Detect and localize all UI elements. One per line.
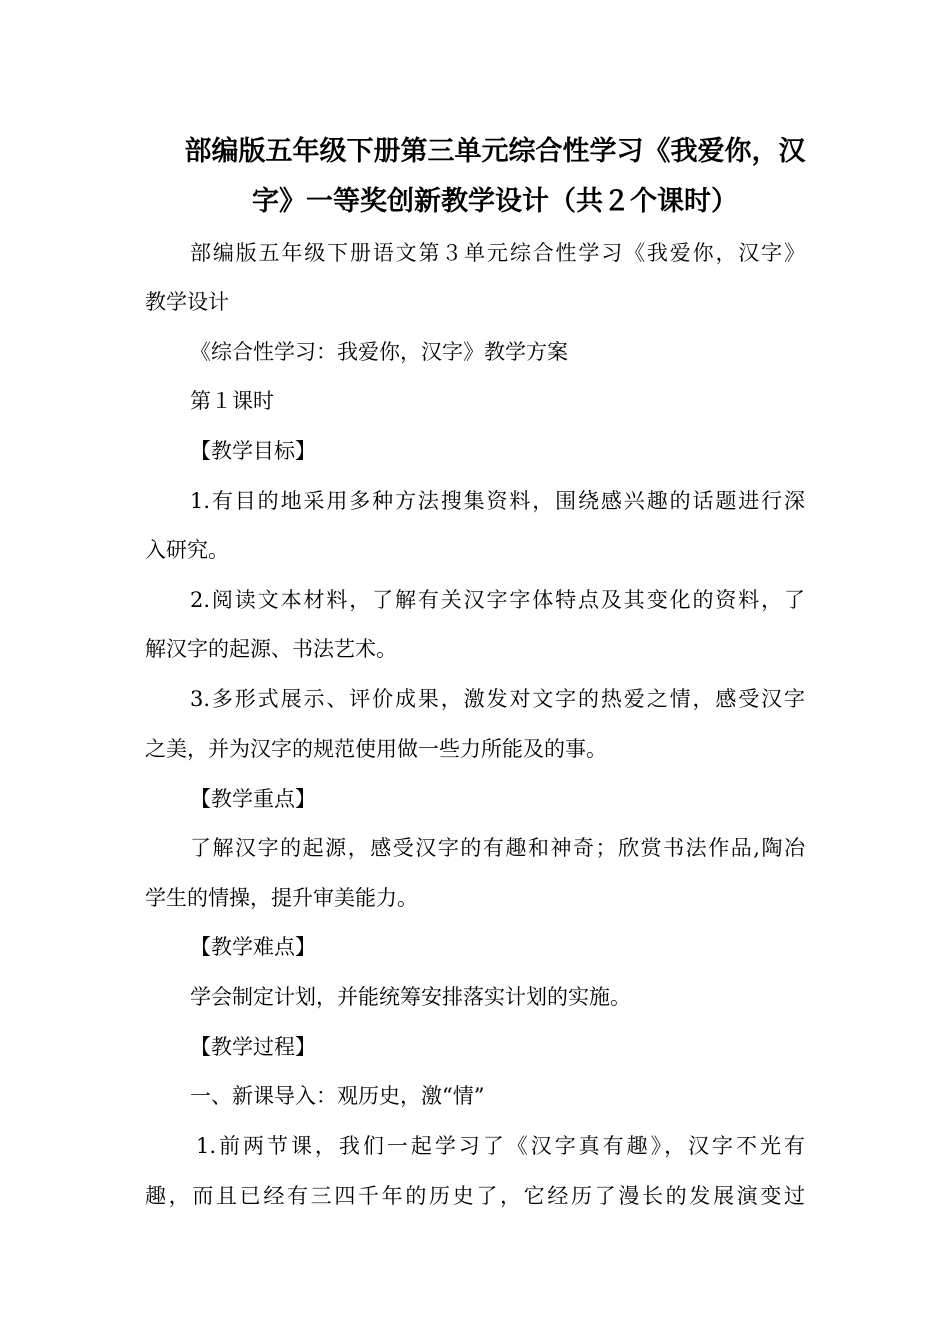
key-points-heading: 【教学重点】: [190, 787, 316, 811]
lesson-label: 第１课时: [190, 389, 274, 413]
document-title-line-1: 部编版五年级下册第三单元综合性学习《我爱你，汉: [184, 136, 806, 167]
plan-title: 《综合性学习：我爱你，汉字》教学方案: [190, 340, 568, 364]
process-heading: 【教学过程】: [190, 1035, 316, 1059]
process-section-1: 一、新课导入：观历史，激“情”: [190, 1084, 485, 1108]
difficulties-heading: 【教学难点】: [190, 935, 316, 959]
document-title-line-2: 字》一等奖创新教学设计（共２个课时）: [252, 186, 738, 217]
objective-3-line-2: 之美，并为汉字的规范使用做一些力所能及的事。: [145, 737, 607, 761]
difficulties-line-1: 学会制定计划，并能统筹安排落实计划的实施。: [190, 985, 631, 1009]
intro-line-1: 部编版五年级下册语文第３单元综合性学习《我爱你，汉字》: [190, 241, 805, 265]
objective-1-line-2: 入研究。: [145, 538, 229, 562]
key-points-line-2: 学生的情操，提升审美能力。: [145, 886, 418, 910]
objective-3-line-1: 3.多形式展示、评价成果，激发对文字的热爱之情，感受汉字: [190, 687, 805, 711]
objective-1-line-1: 1.有目的地采用多种方法搜集资料，围绕感兴趣的话题进行深: [190, 489, 805, 513]
intro-line-2: 教学设计: [145, 290, 229, 314]
objective-2-line-2: 解汉字的起源、书法艺术。: [145, 637, 397, 661]
key-points-line-1: 了解汉字的起源，感受汉字的有趣和神奇；欣赏书法作品,陶冶: [190, 836, 805, 860]
objectives-heading: 【教学目标】: [190, 439, 316, 463]
process-para-1-line-1: 1.前两节课，我们一起学习了《汉字真有趣》，汉字不光有: [196, 1134, 805, 1158]
process-para-1-line-2: 趣，而且已经有三四千年的历史了，它经历了漫长的发展演变过: [145, 1184, 805, 1208]
objective-2-line-1: 2.阅读文本材料，了解有关汉字字体特点及其变化的资料，了: [190, 588, 805, 612]
